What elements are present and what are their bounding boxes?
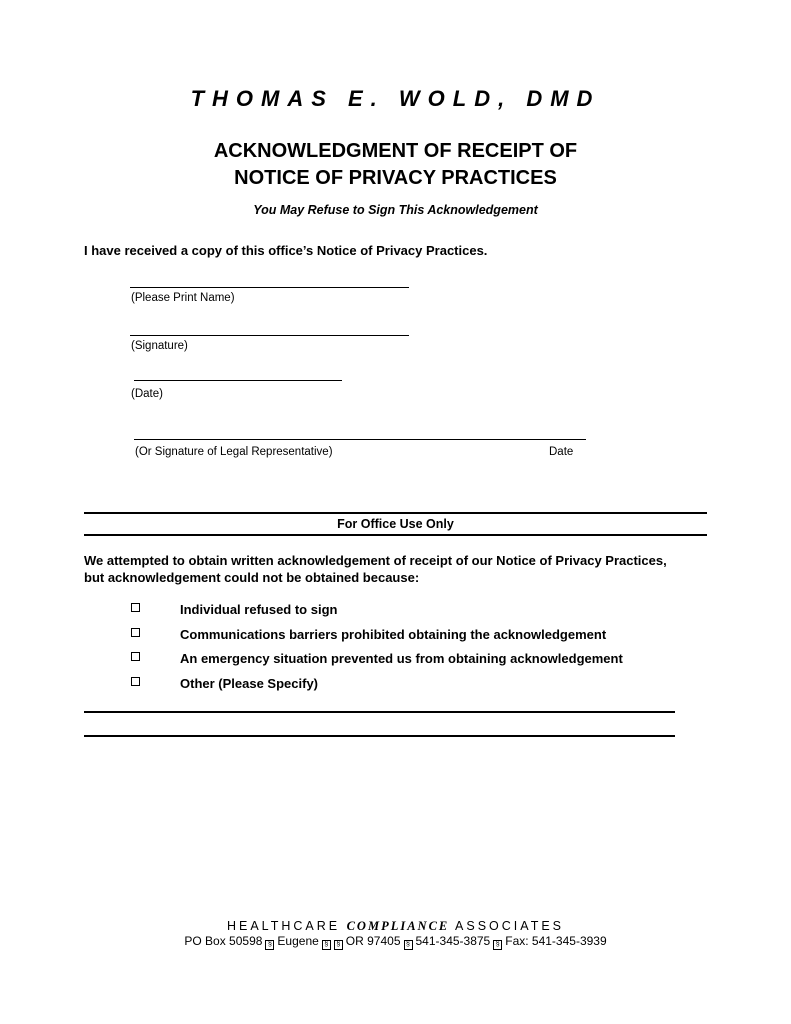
other-specify-line-2[interactable] xyxy=(84,735,675,737)
form-title-line-2: NOTICE OF PRIVACY PRACTICES xyxy=(234,167,557,189)
legal-rep-label: (Or Signature of Legal Representative) xyxy=(135,446,333,458)
checkbox-communication-barriers[interactable] xyxy=(131,628,140,637)
footer-po-box: PO Box 50598 xyxy=(184,934,263,948)
form-title-line-1: ACKNOWLEDGMENT OF RECEIPT OF xyxy=(213,140,578,162)
option-communication-barriers xyxy=(131,627,606,642)
office-use-statement: We attempted to obtain written acknowledgement of receipt of our Notice of Privacy Practices, but acknowledgement could not be obtained because: xyxy=(84,553,667,585)
checkbox-other[interactable] xyxy=(131,677,140,686)
signature-line[interactable] xyxy=(130,335,409,336)
option-refused xyxy=(131,602,337,617)
date-label: (Date) xyxy=(131,388,163,400)
signature-label: (Signature) xyxy=(131,340,188,352)
legal-rep-signature-line[interactable] xyxy=(134,439,586,440)
footer-company-prefix: HEALTHCARE xyxy=(226,919,341,933)
option-emergency xyxy=(131,651,623,666)
option-label: Communications barriers prohibited obtaining the acknowledgement xyxy=(180,627,607,642)
checkbox-emergency[interactable] xyxy=(131,652,140,661)
other-specify-line-1[interactable] xyxy=(84,711,675,713)
separator-icon: § xyxy=(493,940,502,950)
option-label: An emergency situation prevented us from obtaining acknowledgement xyxy=(180,651,623,666)
separator-icon: § xyxy=(322,940,331,950)
option-other xyxy=(131,676,318,691)
option-label: Other (Please Specify) xyxy=(180,676,318,691)
footer-city: Eugene xyxy=(277,934,319,948)
received-statement: I have received a copy of this office’s Notice of Privacy Practices. xyxy=(84,243,488,258)
print-name-line[interactable] xyxy=(130,287,409,288)
office-use-top-rule xyxy=(84,512,707,514)
office-use-bottom-rule xyxy=(84,534,707,536)
legal-rep-date-label: Date xyxy=(549,446,574,458)
separator-icon: § xyxy=(265,940,274,950)
footer-phone: 541-345-3875 xyxy=(415,934,491,948)
form-subtitle: You May Refuse to Sign This Acknowledgement xyxy=(253,203,538,217)
footer-company-middle: COMPLIANCE xyxy=(346,919,450,933)
footer-address xyxy=(0,934,791,950)
print-name-label: (Please Print Name) xyxy=(131,292,235,304)
separator-icon: § xyxy=(334,940,343,950)
footer-company-suffix: ASSOCIATES xyxy=(455,919,565,933)
practice-name: THOMAS E. WOLD, DMD xyxy=(190,86,601,111)
office-use-heading: For Office Use Only xyxy=(337,517,454,531)
checkbox-refused[interactable] xyxy=(131,603,140,612)
separator-icon: § xyxy=(404,940,413,950)
date-line[interactable] xyxy=(134,380,342,381)
footer-fax: Fax: 541-345-3939 xyxy=(505,934,607,948)
footer-company-name xyxy=(0,919,791,934)
option-label: Individual refused to sign xyxy=(180,602,338,617)
footer-state-zip: OR 97405 xyxy=(345,934,401,948)
